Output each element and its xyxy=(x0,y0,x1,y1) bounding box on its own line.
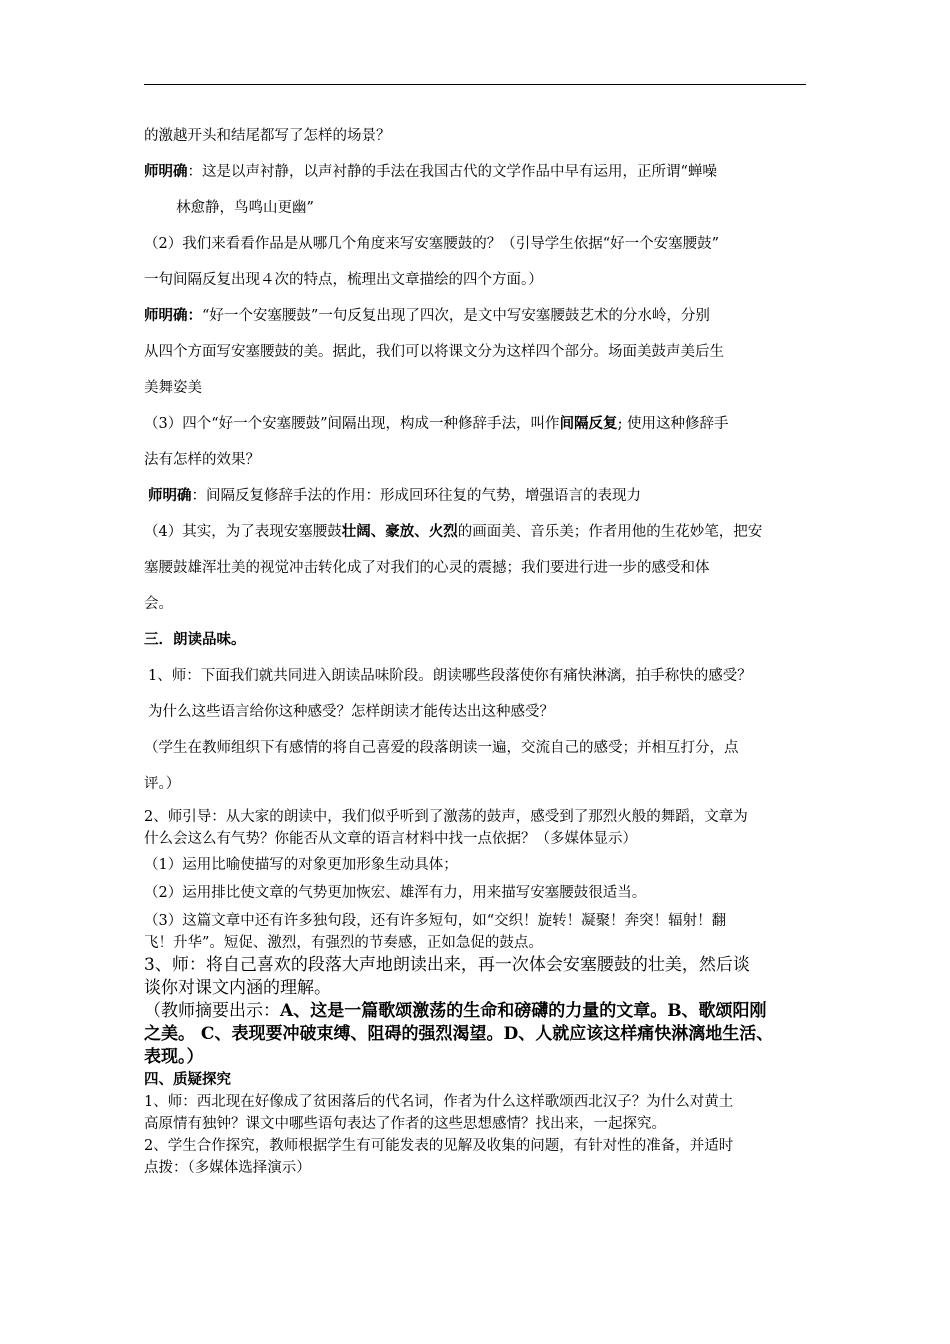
paragraph xyxy=(144,977,808,1000)
text-line: 为什么这些语言给你这种感受？怎样朗读才能传达出这种感受？ xyxy=(148,704,554,720)
paragraph xyxy=(144,828,808,850)
text-line: 2、学生合作探究，教师根据学生有可能发表的见解及收集的问题，有针对性的准备，并适时 xyxy=(144,1138,734,1154)
paragraph xyxy=(144,334,808,370)
bold-term: 壮阔、豪放、火烈 xyxy=(341,523,458,540)
text-line: 林愈静，鸟鸣山更幽” xyxy=(176,200,314,216)
text-line: ：间隔反复修辞手法的作用：形成回环往复的气势，增强语言的表现力 xyxy=(191,488,641,504)
paragraph xyxy=(144,1091,808,1113)
text-line: 法有怎样的效果？ xyxy=(144,452,260,468)
paragraph xyxy=(144,882,808,904)
paragraph xyxy=(144,954,808,977)
paragraph xyxy=(144,442,808,478)
paragraph xyxy=(144,118,808,154)
text-line: 谈你对课文内涵的理解。 xyxy=(144,978,331,998)
text-line: （3）四个“好一个安塞腰鼓”间隔出现，构成一种修辞手法，叫作 xyxy=(144,416,560,432)
bold-term: 间隔反复 xyxy=(559,415,618,432)
text-line: 表现。） xyxy=(144,1047,204,1067)
section-heading xyxy=(144,1069,808,1091)
paragraph xyxy=(144,658,808,694)
text-line: 的激越开头和结尾都写了怎样的场景？ xyxy=(144,128,391,144)
text-line: 高原情有独钟？课文中哪些语句表达了作者的这些思想感情？找出来，一起探究。 xyxy=(144,1116,666,1132)
paragraph xyxy=(144,806,808,828)
text-line: ; 使用这种修辞手 xyxy=(617,416,729,432)
paragraph xyxy=(144,154,808,190)
paragraph xyxy=(144,932,808,954)
text-line: 点拨：（多媒体选择演示） xyxy=(144,1160,311,1176)
text-line: （2）运用排比使文章的气势更加恢宏、雄浑有力，用来描写安塞腰鼓很适当。 xyxy=(144,885,647,901)
paragraph xyxy=(144,1135,808,1157)
paragraph xyxy=(144,766,808,802)
text-line: 塞腰鼓雄浑壮美的视觉冲击转化成了对我们的心灵的震撼；我们要进行进一步的感受和体 xyxy=(144,560,710,576)
paragraph xyxy=(144,1000,808,1023)
text-line: （4）其实，为了表现安塞腰鼓 xyxy=(144,524,342,540)
paragraph xyxy=(144,514,808,550)
text-line: 从四个方面写安塞腰鼓的美。据此，我们可以将课文分为这样四个部分。场面美鼓声美后生 xyxy=(144,344,724,360)
text-line: 2、师引导：从大家的朗读中，我们似乎听到了激荡的鼓声，感受到了那烈火般的舞蹈，文章为 xyxy=(144,809,748,825)
heading-text: 三．朗读品味。 xyxy=(144,631,246,648)
text-line: 飞！升华”。短促、激烈，有强烈的节奏感，正如急促的鼓点。 xyxy=(144,935,543,951)
teacher-label: 师明确 xyxy=(148,487,192,504)
paragraph xyxy=(144,1157,808,1179)
text-line: 会。 xyxy=(144,596,173,612)
text-line: 1、师：下面我们就共同进入朗读品味阶段。朗读哪些段落使你有痛快淋漓，拍手称快的感受？ xyxy=(148,668,752,684)
text-line: “好一个安塞腰鼓”一句反复出现了四次，是文中写安塞腰鼓艺术的分水岭，分别 xyxy=(202,308,710,324)
paragraph xyxy=(144,1113,808,1135)
text-line: 的画面美、音乐美；作者用他的生花妙笔，把安 xyxy=(457,524,763,540)
text-line: 之美。 C、表现要冲破束缚、阻碍的强烈渴望。D、人就应该这样痛快淋漓地生活、 xyxy=(144,1024,774,1044)
text-line: 1、师：西北现在好像成了贫困落后的代名词，作者为什么这样歌颂西北汉子？为什么对黄土 xyxy=(144,1094,734,1110)
section-heading xyxy=(144,622,808,658)
text-line: 评。） xyxy=(144,776,181,792)
text-line: （教师摘要出示： xyxy=(144,1001,280,1021)
paragraph xyxy=(144,190,808,226)
paragraph xyxy=(144,910,808,932)
heading-text: 四、质疑探究 xyxy=(144,1071,231,1088)
paragraph xyxy=(144,262,808,298)
text-line: 美舞姿美 xyxy=(144,380,202,396)
paragraph xyxy=(144,1023,808,1046)
text-line: （学生在教师组织下有感情的将自己喜爱的段落朗读一遍，交流自己的感受；并相互打分，点 xyxy=(144,740,739,756)
paragraph xyxy=(144,694,808,730)
bold-term: A、这是一篇歌颂激荡的生命和磅礴的力量的文章。B、歌颂阳刚 xyxy=(280,1001,767,1021)
teacher-label: 师明确 xyxy=(144,163,188,180)
paragraph xyxy=(144,370,808,406)
paragraph xyxy=(144,478,808,514)
text-line: （1）运用比喻使描写的对象更加形象生动具体； xyxy=(144,857,458,873)
paragraph xyxy=(144,550,808,586)
paragraph xyxy=(144,1046,808,1069)
paragraph xyxy=(144,226,808,262)
text-line: （2）我们来看看作品是从哪几个角度来写安塞腰鼓的？（引导学生依据“好一个安塞腰鼓” xyxy=(144,236,720,252)
text-line: ：这是以声衬静，以声衬静的手法在我国古代的文学作品中早有运用，正所谓“蝉噪 xyxy=(187,164,717,180)
text-line: 3、师：将自己喜欢的段落大声地朗读出来，再一次体会安塞腰鼓的壮美，然后谈 xyxy=(144,955,750,975)
paragraph xyxy=(144,730,808,766)
text-line: 一句间隔反复出现４次的特点，梳理出文章描绘的四个方面。） xyxy=(144,272,543,288)
document-body xyxy=(144,118,808,1179)
text-line: （3）这篇文章中还有许多独句段，还有许多短句，如“交织！旋转！凝聚！奔突！辐射！翻 xyxy=(144,913,727,929)
header-rule xyxy=(144,84,806,85)
paragraph xyxy=(144,586,808,622)
paragraph xyxy=(144,298,808,334)
text-line: 什么会这么有气势？你能否从文章的语言材料中找一点依据？（多媒体显示） xyxy=(144,831,637,847)
paragraph xyxy=(144,854,808,876)
paragraph xyxy=(144,406,808,442)
teacher-label: 师明确： xyxy=(144,307,202,324)
